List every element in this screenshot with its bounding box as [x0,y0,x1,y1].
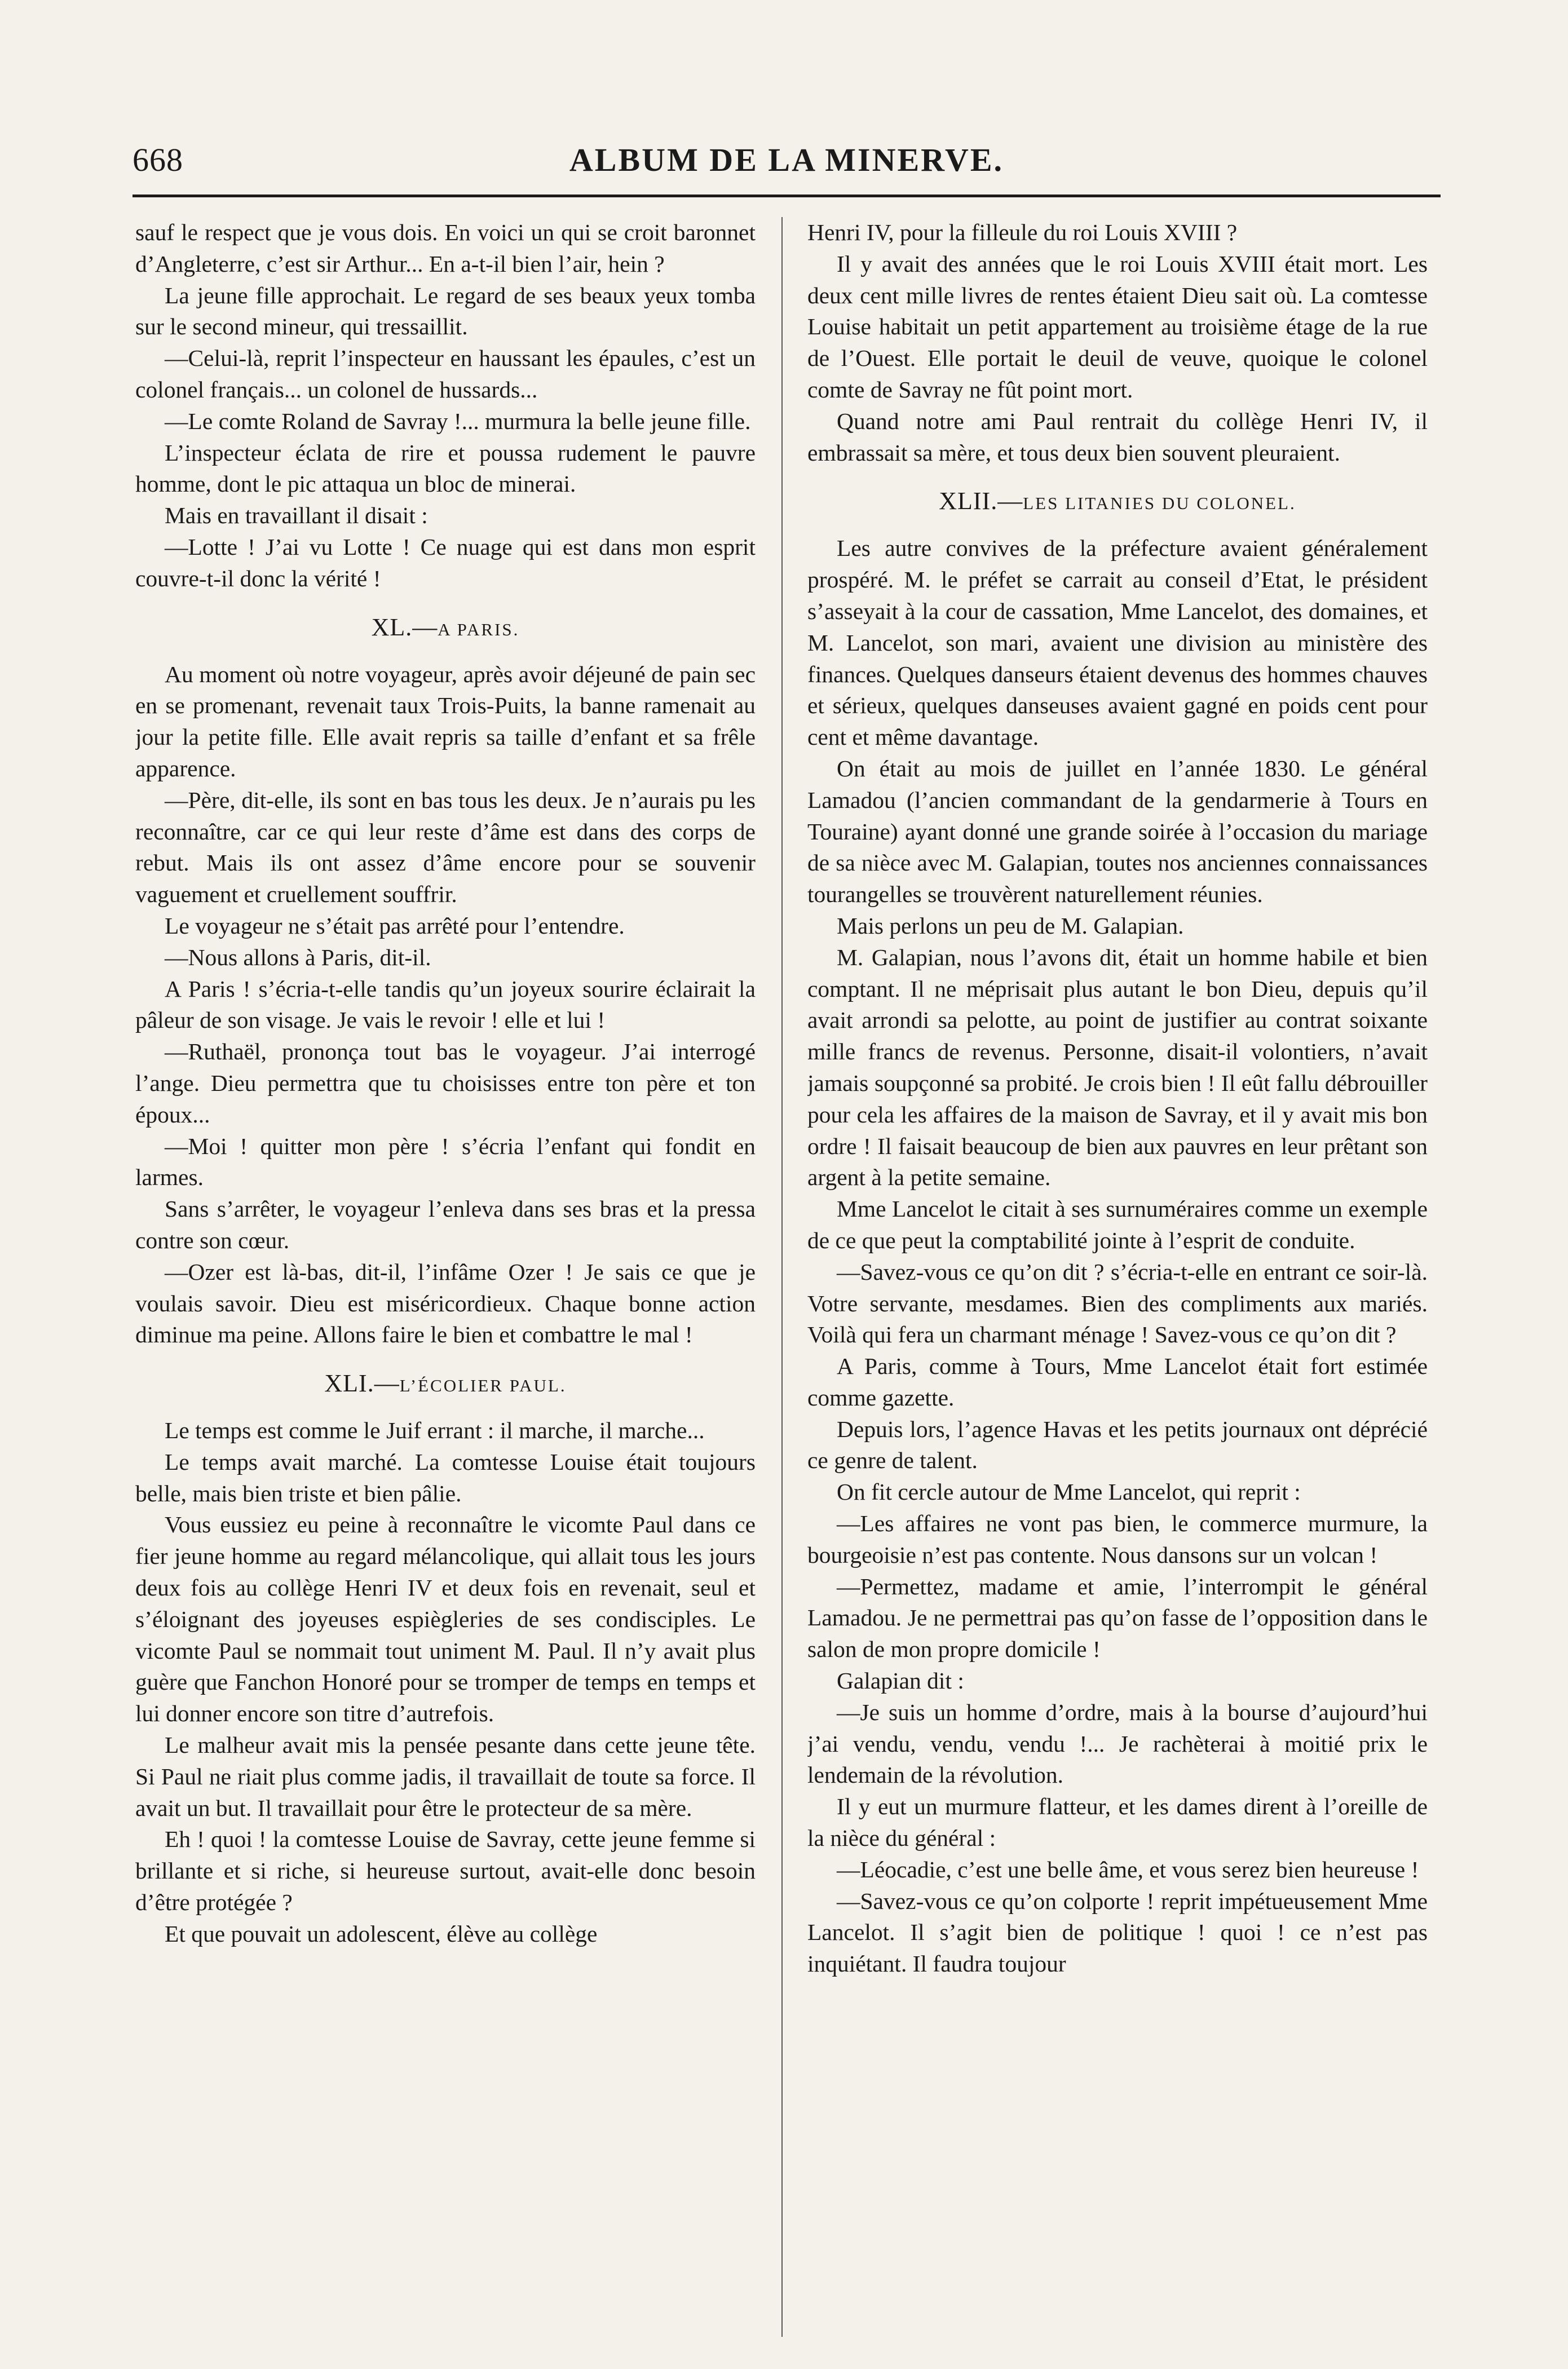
paragraph: Et que pouvait un adolescent, élève au collège [165,1920,598,1947]
paragraph: La jeune fille approchait. Le regard de ses beaux yeux tomba sur le second mineur, qui tressaillit. [135,282,756,340]
page-number: 668 [132,142,183,178]
paragraph: Le temps est comme le Juif errant : il marche, il marche... [165,1417,705,1444]
paragraph: —Celui-là, reprit l’inspecteur en haussant les épaules, c’est un colonel français... un colonel de hussards... [135,345,756,403]
page-header [132,141,1441,192]
header-rule [132,195,1441,197]
paragraph: Mme Lancelot le citait à ses surnuméraires comme un exemple de ce que peut la comptabilité jointe à l’esprit de conduite. [807,1196,1428,1253]
right-column [807,217,1428,2343]
chapter-number: XLI.— [324,1369,400,1398]
paragraph: Les autre convives de la préfecture avaient généralement prospéré. M. le préfet se carrait au conseil d’Etat, le président s’asseyait à la cour de cassation, Mme Lancelot, des domaines, et M. Lancelot, son mari, avaient une division au ministère des finances. Quelques danseurs étaient devenus des hommes chauves et sérieux, quelques danseuses avaient gagné en poids cent pour cent et même davantage. [807,535,1428,750]
paragraph: —Nous allons à Paris, dit-il. [165,944,431,970]
paragraph: Mais en travaillant il disait : [165,502,428,529]
chapter-title: A PARIS. [438,619,520,639]
column-divider [781,217,783,2337]
paragraph: Au moment où notre voyageur, après avoir déjeuné de pain sec en se promenant, revenait taux Trois-Puits, la banne ramenait au jour la petite fille. Elle avait repris sa taille d’enfant et sa frêle apparence. [135,661,756,781]
paragraph: Sans s’arrêter, le voyageur l’enleva dans ses bras et la pressa contre son cœur. [135,1196,756,1253]
paragraph: —Moi ! quitter mon père ! s’écria l’enfant qui fondit en larmes. [135,1133,756,1191]
paragraph: Il y avait des années que le roi Louis XVIII était mort. Les deux cent mille livres de rentes étaient Dieu sait où. La comtesse Louise habitait un petit appartement au troisième étage de la rue de l’Ouest. Elle portait le deuil de veuve, quoique le colonel comte de Savray ne fût point mort. [807,250,1428,403]
left-column [135,217,756,2343]
chapter-heading-xli [135,1368,756,1402]
paragraph: Le voyageur ne s’était pas arrêté pour l’entendre. [165,912,625,939]
paragraph: Le malheur avait mis la pensée pesante dans cette jeune tête. Si Paul ne riait plus comme jadis, il travaillait de toute sa force. Il avait un but. Il travaillait pour être le protecteur de sa mère. [135,1732,756,1821]
paragraph: Il y eut un murmure flatteur, et les dames dirent à l’oreille de la nièce du général : [807,1793,1428,1851]
paragraph: sauf le respect que je vous dois. En voici un qui se croit baronnet d’Angleterre, c’est sir Arthur... En a-t-il bien l’air, hein ? [135,219,756,277]
paragraph: On fit cercle autour de Mme Lancelot, qui reprit : [837,1479,1301,1505]
paragraph: Quand notre ami Paul rentrait du collège Henri IV, il embrassait sa mère, et tous deux bien souvent pleuraient. [807,408,1428,466]
paragraph: —Permettez, madame et amie, l’interrompit le général Lamadou. Je ne permettrai pas qu’on fasse de l’opposition dans le salon de mon propre domicile ! [807,1573,1428,1663]
paragraph: L’inspecteur éclata de rire et poussa rudement le pauvre homme, dont le pic attaqua un bloc de minerai. [135,439,756,497]
running-title: ALBUM DE LA MINERVE. [569,142,1004,178]
paragraph: —Père, dit-elle, ils sont en bas tous les deux. Je n’aurais pu les reconnaître, car ce qui leur reste d’âme est dans des corps de rebut. Mais ils ont assez d’âme encore pour se souvenir vaguement et cruellement souffrir. [135,786,756,908]
paragraph: M. Galapian, nous l’avons dit, était un homme habile et bien comptant. Il ne méprisait plus autant le bon Dieu, depuis qu’il avait arrondi sa pelotte, au point de justifier au contrat soixante mille francs de revenus. Personne, disait-il volontiers, n’avait jamais soupçonné sa probité. Je crois bien ! Il eût fallu débrouiller pour cela les affaires de la maison de Savray, et il y avait mis bon ordre ! Il faisait beaucoup de bien aux pauvres en leur prêtant son argent à la petite semaine. [807,944,1428,1191]
paragraph: Mais perlons un peu de M. Galapian. [837,912,1184,939]
chapter-heading-xl [135,612,756,646]
paragraph: —Savez-vous ce qu’on colporte ! reprit impétueusement Mme Lancelot. Il s’agit bien de politique ! quoi ! ce n’est pas inquiétant. Il faudra toujour [807,1888,1428,1977]
chapter-heading-xlii [807,485,1428,519]
paragraph: Depuis lors, l’agence Havas et les petits journaux ont déprécié ce genre de talent. [807,1416,1428,1474]
paragraph: Vous eussiez eu peine à reconnaître le vicomte Paul dans ce fier jeune homme au regard mélancolique, qui allait tous les jours deux fois au collège Henri IV et deux fois en revenait, seul et s’éloignant des joyeuses espiègleries de ses condisciples. Le vicomte Paul se nommait tout uniment M. Paul. Il n’y avait plus guère que Fanchon Honoré pour se tromper de temps en temps et lui donner encore son titre d’autrefois. [135,1511,756,1727]
paragraph: Henri IV, pour la filleule du roi Louis XVIII ? [807,219,1238,245]
paragraph: A Paris ! s’écria-t-elle tandis qu’un joyeux sourire éclairait la pâleur de son visage. Je vais le revoir ! elle et lui ! [135,975,756,1033]
paragraph: On était au mois de juillet en l’année 1830. Le général Lamadou (l’ancien commandant de la gendarmerie à Tours en Touraine) ayant donné une grande soirée à l’occasion du mariage de sa nièce avec M. Galapian, toutes nos anciennes connaissances tourangelles se trouvèrent naturellement réunies. [807,755,1428,908]
paragraph: —Je suis un homme d’ordre, mais à la bourse d’aujourd’hui j’ai vendu, vendu, vendu !... Je rachèterai à moitié prix le lendemain de la révolution. [807,1699,1428,1788]
paragraph: A Paris, comme à Tours, Mme Lancelot était fort estimée comme gazette. [807,1353,1428,1411]
paragraph: Le temps avait marché. La comtesse Louise était toujours belle, mais bien triste et bien pâlie. [135,1448,756,1506]
paragraph: Galapian dit : [837,1668,964,1694]
paragraph: —Savez-vous ce qu’on dit ? s’écria-t-elle en entrant ce soir-là. Votre servante, mesdames. Bien des compliments aux mariés. Voilà qui fera un charmant ménage ! Savez-vous ce qu’on dit ? [807,1258,1428,1348]
chapter-title: LES LITANIES DU COLONEL. [1023,493,1296,514]
paragraph: —Lotte ! J’ai vu Lotte ! Ce nuage qui est dans mon esprit couvre-t-il donc la vérité ! [135,533,756,591]
paragraph: —Le comte Roland de Savray !... murmura la belle jeune fille. [165,408,751,434]
paragraph: Eh ! quoi ! la comtesse Louise de Savray, cette jeune femme si brillante et si riche, si heureuse surtout, avait-elle donc besoin d’être protégée ? [135,1826,756,1916]
paragraph: —Ozer est là-bas, dit-il, l’infâme Ozer ! Je sais ce que je voulais savoir. Dieu est miséricordieux. Chaque bonne action diminue ma peine. Allons faire le bien et combattre le mal ! [135,1258,756,1348]
paragraph: —Léocadie, c’est une belle âme, et vous serez bien heureuse ! [837,1856,1419,1882]
paragraph: —Les affaires ne vont pas bien, le commerce murmure, la bourgeoisie n’est pas contente. Nous dansons sur un volcan ! [807,1510,1428,1568]
chapter-number: XL.— [371,613,438,641]
chapter-title: L’ÉCOLIER PAUL. [399,1376,567,1396]
chapter-number: XLII.— [939,487,1023,515]
paragraph: —Ruthaël, prononça tout bas le voyageur. J’ai interrogé l’ange. Dieu permettra que tu choisisses entre ton père et ton époux... [135,1038,756,1128]
